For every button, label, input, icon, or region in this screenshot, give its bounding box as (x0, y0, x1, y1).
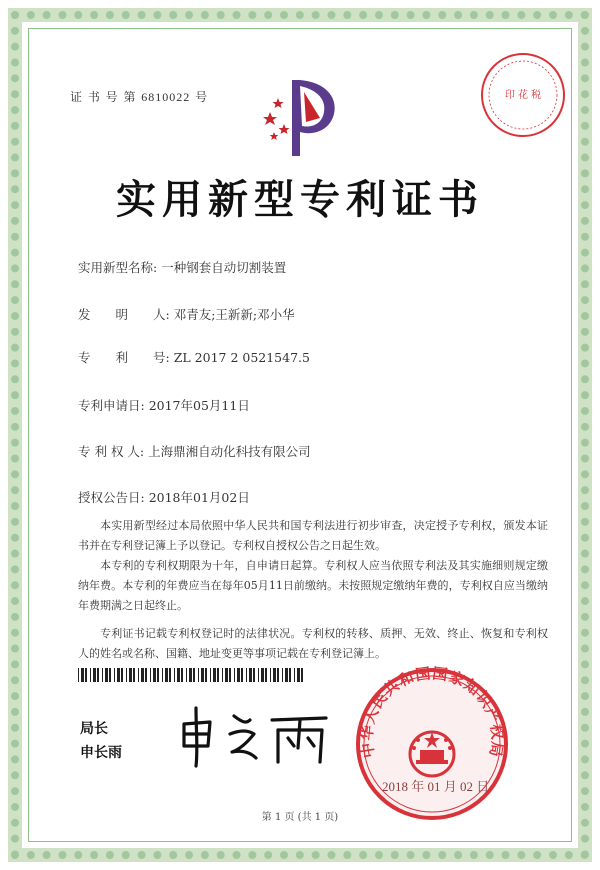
barcode-bar (169, 668, 171, 682)
barcode-bar (225, 668, 228, 682)
body-paragraph: 专利证书记载专利权登记时的法律状况。专利权的转移、质押、无效、终止、恢复和专利权人的姓名或名称、国籍、地址变更等事项记载在专利登记簿上。 (78, 627, 548, 660)
barcode-bar (198, 668, 199, 682)
barcode-bar (246, 668, 247, 682)
barcode-bar (258, 668, 259, 682)
barcode-bar (270, 668, 271, 682)
barcode-bar (289, 668, 291, 682)
barcode-bar (165, 668, 168, 682)
barcode-bar (97, 668, 99, 682)
field-utility-model-name (78, 258, 286, 276)
field-label: 专利申请日: (78, 398, 145, 413)
barcode-bar (162, 668, 163, 682)
certificate-body (78, 516, 548, 664)
barcode-bar (294, 668, 295, 682)
field-value: 2018年01月02日 (148, 490, 250, 505)
barcode-bar (129, 668, 132, 682)
field-patent-number (78, 348, 310, 366)
barcode-bar (174, 668, 175, 682)
certificate-number-value: 6810022 (141, 90, 191, 104)
barcode-bar (201, 668, 204, 682)
barcode-bar (78, 668, 79, 682)
barcode-bar (277, 668, 279, 682)
certificate-number-label: 证 书 号 第 (70, 90, 137, 104)
seal-date: 2018 年 01 月 02 日 (382, 779, 490, 794)
barcode-bar (133, 668, 135, 682)
tax-stamp-text: 印 花 税 (504, 90, 542, 101)
barcode-bar (265, 668, 267, 682)
body-paragraph: 本专利的专利权期限为十年，自申请日起算。专利权人应当依照专利法及其实施细则规定缴纳年费。本专利的年费应当在每年05月11日前缴纳。未按照规定缴纳年费的，专利权自应当缴纳年费期满之日起终止。 (78, 559, 548, 612)
field-label: 实用新型名称: (78, 260, 158, 275)
barcode-bar (261, 668, 264, 682)
barcode-bar (217, 668, 219, 682)
barcode-bar (126, 668, 127, 682)
barcode-bar (114, 668, 115, 682)
field-value: 上海鼎湘自动化科技有限公司 (148, 444, 311, 459)
barcode-bar (150, 668, 151, 682)
certificate-title: 实用新型专利证书 (116, 176, 484, 223)
barcode-bar (249, 668, 252, 682)
barcode-bar (93, 668, 96, 682)
page-number: 第 1 页 (共 1 页) (261, 812, 339, 823)
barcode-bar (282, 668, 283, 682)
barcode-bar (117, 668, 120, 682)
body-paragraph: 本实用新型经过本局依照中华人民共和国专利法进行初步审查，决定授予专利权，颁发本证书并在专利登记簿上予以登记。专利权自授权公告之日起生效。 (78, 519, 548, 552)
director-name: 申长雨 (80, 745, 122, 761)
tax-stamp (478, 50, 568, 140)
director-title: 局长 (80, 721, 108, 737)
field-label: 专 利 号: (78, 350, 170, 365)
barcode-bar (102, 668, 103, 682)
official-seal (352, 662, 512, 822)
barcode-bar (285, 668, 288, 682)
barcode-bar (186, 668, 187, 682)
field-label: 专 利 权 人: (78, 444, 145, 459)
barcode (78, 668, 308, 682)
field-grant-date (78, 488, 250, 506)
field-label: 授权公告日: (78, 490, 145, 505)
barcode-bar (205, 668, 207, 682)
barcode-bar (157, 668, 159, 682)
barcode-bar (273, 668, 276, 682)
barcode-bar (189, 668, 192, 682)
barcode-bar (253, 668, 255, 682)
patent-office-logo (262, 72, 352, 162)
barcode-bar (105, 668, 108, 682)
barcode-bar (138, 668, 139, 682)
certificate-number (70, 88, 208, 105)
barcode-bar (121, 668, 123, 682)
seal-org-text: 中华人民共和国国家知识产权局 (357, 664, 507, 760)
barcode-bar (210, 668, 211, 682)
field-value: 2017年05月11日 (148, 398, 250, 413)
barcode-bar (213, 668, 216, 682)
field-value: ZL 2017 2 0521547.5 (173, 350, 310, 365)
barcode-bar (90, 668, 91, 682)
barcode-bar (109, 668, 111, 682)
field-value: 一种钢套自动切割装置 (161, 260, 287, 275)
barcode-bar (177, 668, 180, 682)
field-patentee (78, 442, 311, 460)
barcode-bar (237, 668, 240, 682)
barcode-bar (153, 668, 156, 682)
barcode-bar (181, 668, 183, 682)
barcode-bar (301, 668, 303, 682)
barcode-bar (193, 668, 195, 682)
barcode-bar (141, 668, 144, 682)
barcode-bar (297, 668, 300, 682)
barcode-bar (234, 668, 235, 682)
barcode-bar (229, 668, 231, 682)
field-application-date (78, 396, 250, 414)
barcode-bar (222, 668, 223, 682)
barcode-bar (145, 668, 147, 682)
field-label: 发 明 人: (78, 307, 170, 322)
barcode-bar (81, 668, 84, 682)
field-value: 邓青友;王新新;邓小华 (173, 307, 295, 322)
certificate-number-suffix: 号 (195, 90, 209, 104)
field-inventors (78, 305, 295, 323)
barcode-bar (241, 668, 243, 682)
barcode-bar (85, 668, 87, 682)
handwritten-signature (176, 700, 336, 770)
